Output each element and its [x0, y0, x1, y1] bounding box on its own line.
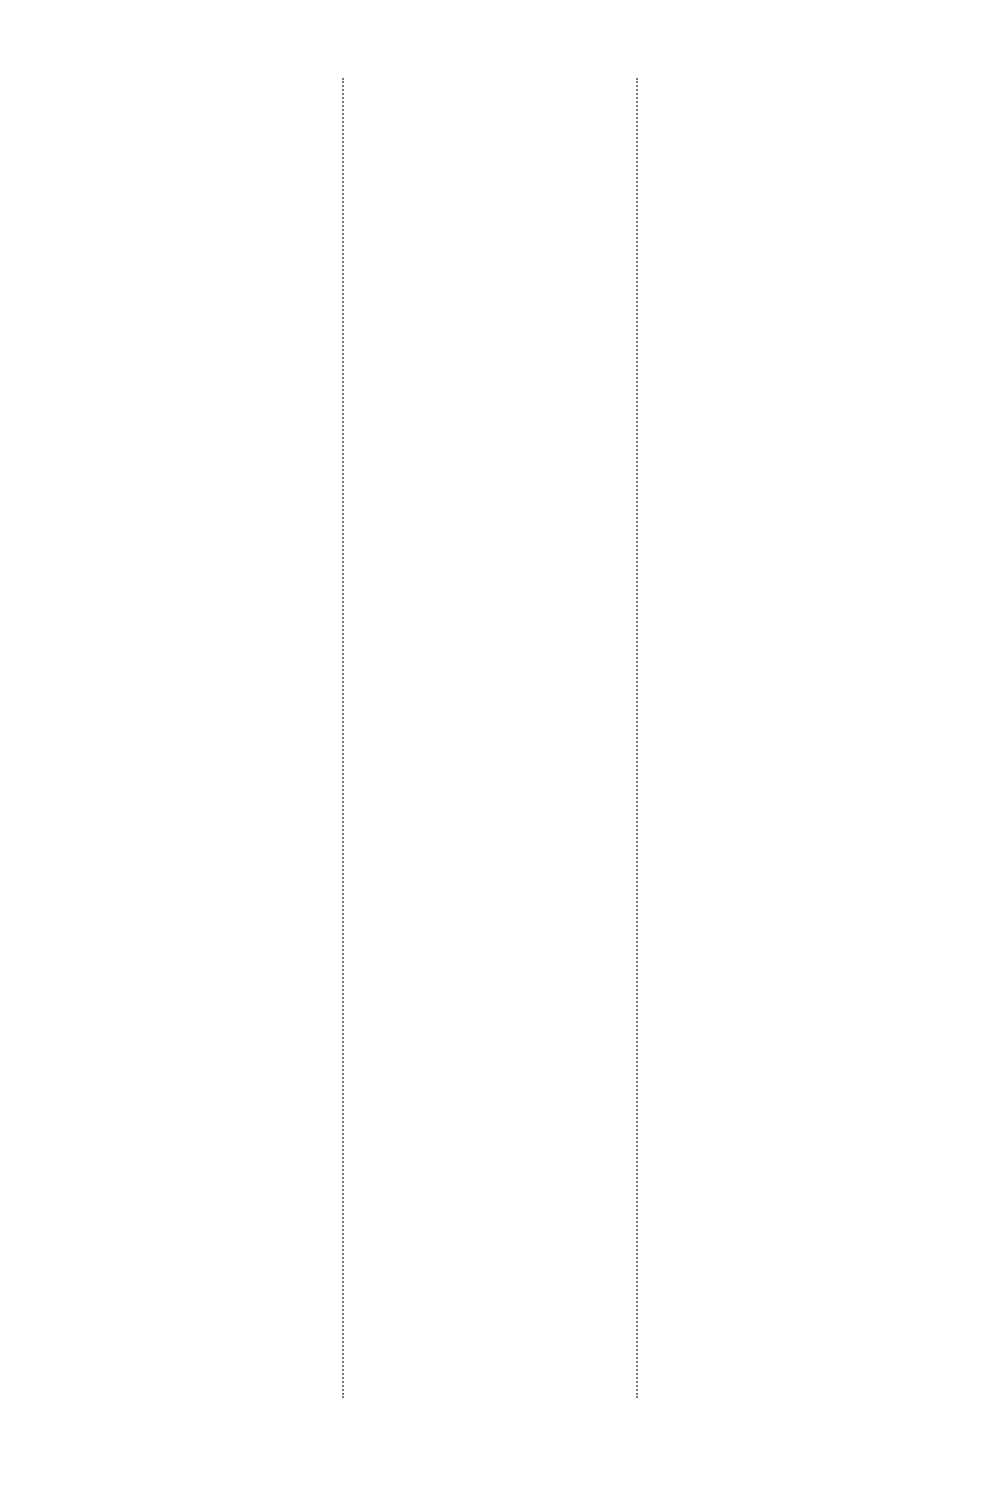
watermark-logo [812, 1395, 992, 1490]
column-divider-left [342, 78, 344, 1398]
column-divider-right [636, 78, 638, 1398]
